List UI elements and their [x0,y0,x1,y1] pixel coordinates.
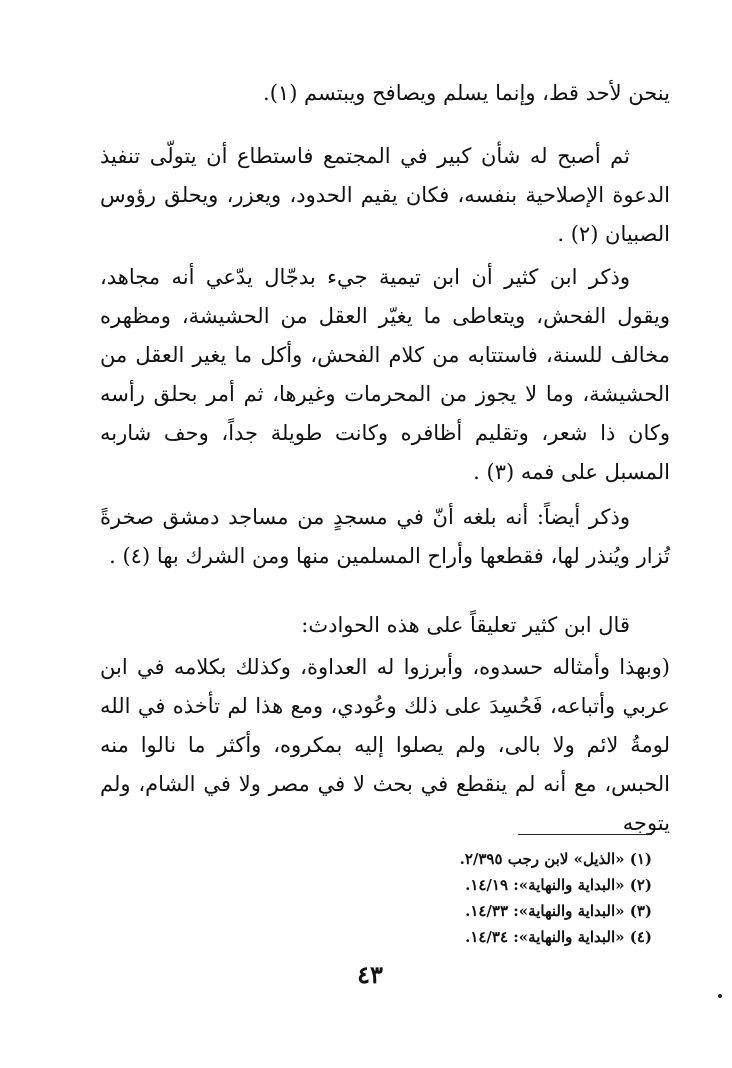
footnotes [330,846,652,950]
paragraph-comment-intro [100,606,670,645]
paragraph-text: ثم أصبح له شأن كبير في المجتمع فاستطاع أن يتولّى تنفيذ الدعوة الإصلاحية بنفسه، فكان يقيم الحدود، ويعزر، ويحلق رؤوس الصبيان (٢) . [100,144,670,246]
paragraph-rock [100,498,670,576]
paragraph-text: وذكر أيضاً: أنه بلغه أنّ في مسجدٍ من مساجد دمشق صخرةً تُزار ويُنذر لها، فقطعها وأراح المسلمين منها ومن الشرك بها (٤) . [100,505,670,568]
footnote-3: (٣) «البداية والنهاية»: ١٤/٣٣. [465,902,652,920]
paragraph-text: وذكر ابن كثير أن ابن تيمية جيء بدجّال يدّعي أنه مجاهد، ويقول الفحش، ويتعاطى ما يغيّر العقل من الحشيشة، ومظهره مخالف للسنة، فاستتابه من كلام الفحش، وأكل ما يغير العقل من الحشيشة، وما لا يجوز من المحرمات وغيرها، ثم أمر بحلق رأسه وكان ذا شعر، وتقليم أظافره وكانت طويلة جداً، وحف شاربه المسبل على فمه (٣) . [100,265,670,484]
paragraph-continuation [100,74,670,113]
scan-dot-mark [718,994,722,998]
paragraph-quotation [100,648,670,843]
footnote-divider [518,834,652,835]
paragraph-text: قال ابن كثير تعليقاً على هذه الحوادث: [301,613,630,637]
footnote-1: (١) «الذيل» لابن رجب ٢/٣٩٥. [459,850,652,868]
footnote-4: (٤) «البداية والنهاية»: ١٤/٣٤. [465,928,652,946]
footnote-2: (٢) «البداية والنهاية»: ١٤/١٩. [465,876,652,894]
paragraph-text: ينحن لأحد قط، وإنما يسلم ويصافح ويبتسم (١). [263,81,670,105]
paragraph-reform [100,137,670,254]
paragraph-ibn-kathir [100,258,670,492]
page-number: ٤٣ [357,960,383,989]
paragraph-text: (وبهذا وأمثاله حسدوه، وأبرزوا له العداوة، وكذلك بكلامه في ابن عربي وأتباعه، فَحُسِدَ على ذلك وعُودي، ومع هذا لم تأخذه في الله لومةُ لائم ولا بالى، ولم يصلوا إليه بمكروه، وأكثر ما نالوا منه الحبس، مع أنه لم ينقطع في بحث لا في مصر ولا في الشام، ولم يتوجه [100,655,670,835]
